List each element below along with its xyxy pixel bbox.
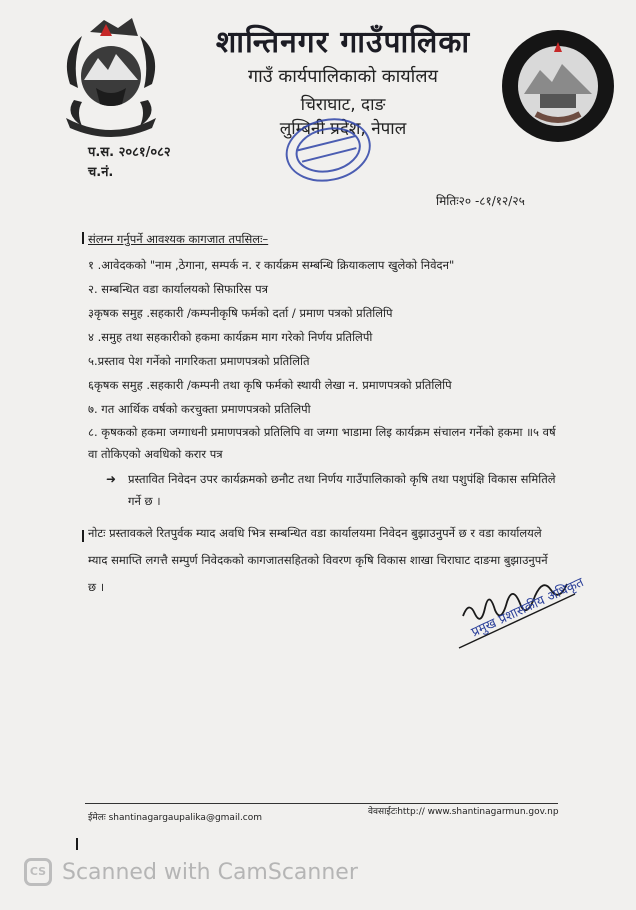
document-list-item: ४ .समुह तथा सहकारीको हकमा कार्यक्रम माग गरेको निर्णय प्रतिलिपी — [88, 330, 373, 344]
document-list-heading: संलग्न गर्नुपर्ने आवश्यक कागजात तपसिलः– — [88, 232, 269, 246]
signatory-title: प्रमुख प्रशासकीय अधिकृत — [469, 575, 587, 641]
document-list-item: ५.प्रस्ताव पेश गर्नेको नागरिकता प्रमाणपत्रको प्रतिलिति — [88, 354, 310, 368]
scan-mark — [76, 838, 78, 850]
office-stamp — [280, 110, 376, 188]
nepal-emblem-logo — [52, 14, 170, 142]
arrow-bullet-icon: ➜ — [106, 472, 117, 486]
document-list-item: ६कृषक समुह .सहकारी /कम्पनी तथा कृषि फर्मको स्थायी लेखा न. प्रमाणपत्रको प्रतिलिपि — [88, 378, 452, 392]
office-name: शान्तिनगर गाउँपालिका — [215, 25, 471, 60]
letter-date: मितिः२० -८१/१२/२५ — [436, 194, 525, 208]
document-list-item: ८. कृषकको हकमा जग्गाधनी प्रमाणपत्रको प्रतिलिपि वा जग्गा भाडामा लिइ कार्यक्रम संचालन गर्नेको हकमा ॥५ वर्ष वा तोकिएको अवधिको करार पत्र — [88, 425, 556, 461]
letter-body — [88, 232, 558, 601]
decision-bullet-text: प्रस्तावित निवेदन उपर कार्यक्रमको छनौट तथा निर्णय गाउँपालिकाको कृषि तथा पशुपंक्षि विकास समितिले गर्ने छ । — [128, 472, 556, 508]
office-address: चिराघाट, दाङ — [300, 95, 386, 115]
office-province: लुम्बिनी प्रदेश, नेपाल — [279, 119, 407, 139]
municipality-seal-logo — [500, 28, 616, 144]
document-list-item: ३कृषक समुह .सहकारी /कम्पनीकृषि फर्मको दर्ता / प्रमाण पत्रको प्रतिलिपि — [88, 306, 393, 320]
dispatch-number: च.नं. — [88, 165, 114, 180]
decision-bullet — [88, 468, 558, 512]
footer-website: वेवसाईटःhttp:// www.shantinagarmun.gov.np — [368, 807, 559, 817]
fiscal-year-reference: प.स. २०८१/०८२ — [88, 145, 171, 160]
submission-note: नोटः प्रस्तावकले रितपुर्वक म्याद अवधि भित्र सम्बन्धित वडा कार्यालयमा निवेदन बुझाउनुपर्ने छ र वडा कार्यालयले म्याद समाप्ति लगत्तै सम्पुर्ण निवेदकको कागजातसहितको विवरण कृषि विकास शाखा चिराघाट दाङमा बुझाउनुपर्ने छ । — [88, 526, 548, 594]
footer-email: ईमेलः shantinagargaupalika@gmail.com — [88, 813, 263, 823]
document-list-item: १ .आवेदकको "नाम ,ठेगाना, सम्पर्क न. र कार्यक्रम सम्बन्धि क्रियाकलाप खुलेको निवेदन" — [88, 258, 455, 272]
office-subtitle: गाउँ कार्यपालिकाको कार्यालय — [248, 66, 438, 87]
camscanner-watermark: Scanned with CamScanner — [62, 860, 358, 885]
document-list-item: ७. गत आर्थिक वर्षको करचुक्ता प्रमाणपत्रको प्रतिलिपी — [88, 402, 311, 416]
scan-mark — [82, 530, 84, 542]
scan-mark — [82, 232, 84, 244]
document-list-item: २. सम्बन्धित वडा कार्यालयको सिफारिस पत्र — [88, 282, 268, 296]
camscanner-logo: CS — [24, 858, 52, 886]
